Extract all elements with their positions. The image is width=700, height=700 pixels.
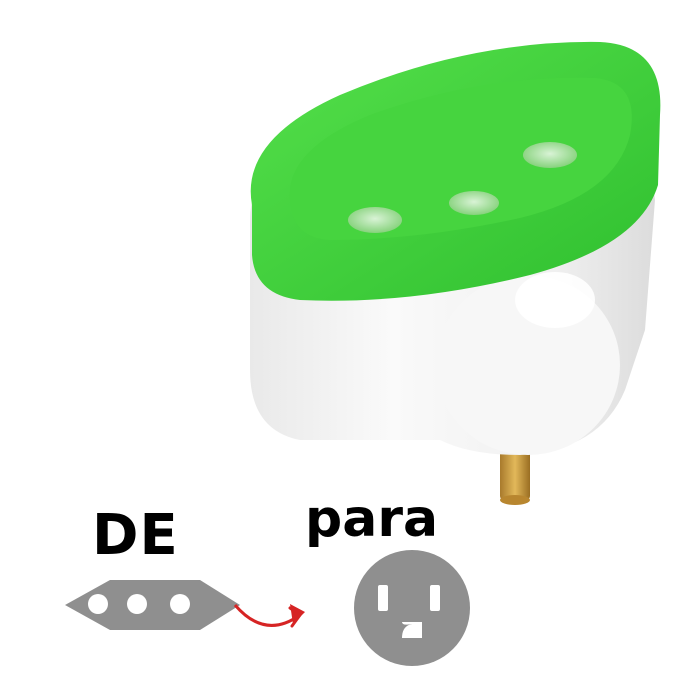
socket-hole-middle [449,191,499,215]
us-outlet-icon [354,550,470,666]
from-label: DE [92,503,179,568]
socket-hole-left [348,207,402,233]
brazil-3-pin-plug-icon [65,580,240,630]
red-arrow-icon [235,604,305,626]
plug-adapter-image [250,42,660,505]
socket-hole-right [523,142,577,168]
to-label: para [305,489,439,549]
